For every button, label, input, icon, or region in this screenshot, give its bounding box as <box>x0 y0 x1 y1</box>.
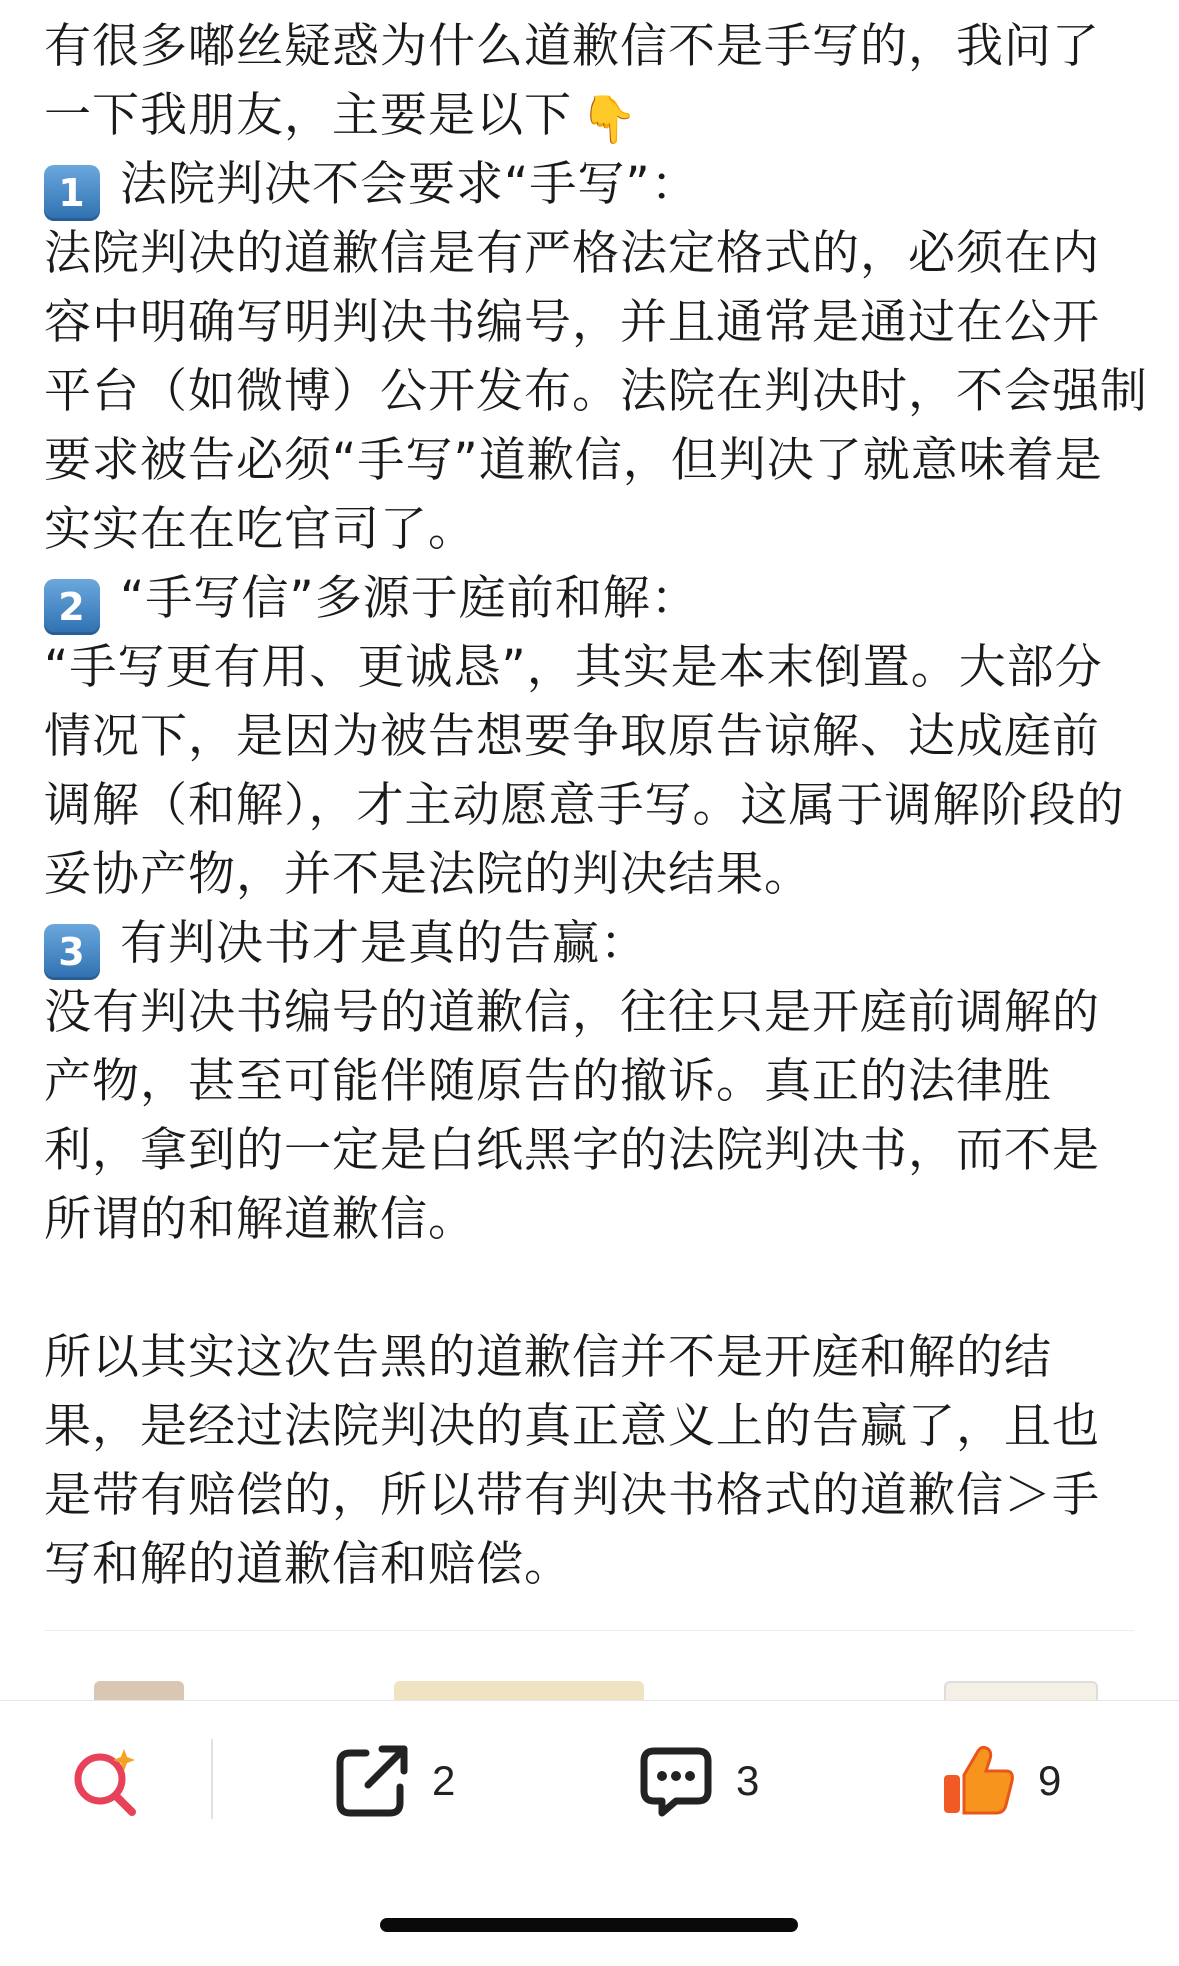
post-line: 利，拿到的一定是白纸黑字的法院判决书，而不是 <box>44 1123 1100 1178</box>
post-line: 所谓的和解道歉信。 <box>44 1192 476 1247</box>
paragraph-spacer <box>44 1254 1124 1323</box>
post-line: 容中明确写明判决书编号，并且通常是通过在公开 <box>44 295 1100 350</box>
search-button[interactable] <box>66 1741 146 1821</box>
number-two-badge-icon: 2 <box>44 579 100 635</box>
number-one-badge-icon: 1 <box>44 165 100 221</box>
image-thumbnail[interactable] <box>394 1681 644 1701</box>
attached-images-preview[interactable] <box>44 1630 1134 1701</box>
post-line: “手写更有用、更诚恳”，其实是本末倒置。大部分 <box>44 640 1103 695</box>
post-line: 平台（如微博）公开发布。法院在判决时，不会强制 <box>44 364 1148 419</box>
share-icon <box>332 1741 412 1821</box>
like-button[interactable] <box>938 1741 1061 1821</box>
point-heading-text: 法院判决不会要求“手写”： <box>120 157 699 212</box>
point-heading <box>44 909 1124 978</box>
comment-count: 3 <box>736 1757 760 1804</box>
post-body <box>44 12 1148 1599</box>
pointing-down-emoji-icon: 👇 <box>580 92 639 146</box>
post-line: 写和解的道歉信和赔偿。 <box>44 1537 572 1592</box>
point-heading-text: 有判决书才是真的告赢： <box>120 916 648 971</box>
post-line: 调解（和解），才主动愿意手写。这属于调解阶段的 <box>44 778 1125 833</box>
point-heading-text: “手写信”多源于庭前和解： <box>120 571 699 626</box>
post-line: 果，是经过法院判决的真正意义上的告赢了，且也 <box>44 1399 1100 1454</box>
post-line: 所以其实这次告黑的道歉信并不是开庭和解的结 <box>44 1330 1052 1385</box>
post-line: 是带有赔偿的，所以带有判决书格式的道歉信＞手 <box>44 1468 1100 1523</box>
post-line: 妥协产物，并不是法院的判决结果。 <box>44 847 812 902</box>
point-heading <box>44 564 1124 633</box>
post-line: 要求被告必须“手写”道歉信，但判决了就意味着是 <box>44 433 1103 488</box>
home-indicator[interactable] <box>380 1918 798 1932</box>
image-thumbnail[interactable] <box>944 1681 1098 1701</box>
post-line: 产物，甚至可能伴随原告的撤诉。真正的法律胜 <box>44 1054 1052 1109</box>
post-line: 没有判决书编号的道歉信，往往只是开庭前调解的 <box>44 985 1100 1040</box>
number-three-badge-icon: 3 <box>44 924 100 980</box>
comment-icon <box>636 1741 716 1821</box>
post-line: 情况下，是因为被告想要争取原告谅解、达成庭前 <box>44 709 1100 764</box>
image-thumbnail[interactable] <box>94 1681 184 1701</box>
thumbs-up-icon <box>938 1741 1018 1821</box>
share-count: 2 <box>432 1757 456 1804</box>
toolbar-divider <box>211 1739 213 1819</box>
post-line: 有很多嘟丝疑惑为什么道歉信不是手写的，我问了 <box>44 19 1100 74</box>
post-line: 法院判决的道歉信是有严格法定格式的，必须在内 <box>44 226 1100 281</box>
like-count: 9 <box>1038 1757 1062 1804</box>
post-line-text: 一下我朋友，主要是以下 <box>44 88 572 143</box>
share-button[interactable] <box>332 1741 455 1821</box>
point-heading <box>44 150 1124 219</box>
post-line <box>44 81 1124 150</box>
comment-button[interactable] <box>636 1741 759 1821</box>
search-sparkle-icon <box>66 1741 146 1821</box>
post-line: 实实在在吃官司了。 <box>44 502 476 557</box>
